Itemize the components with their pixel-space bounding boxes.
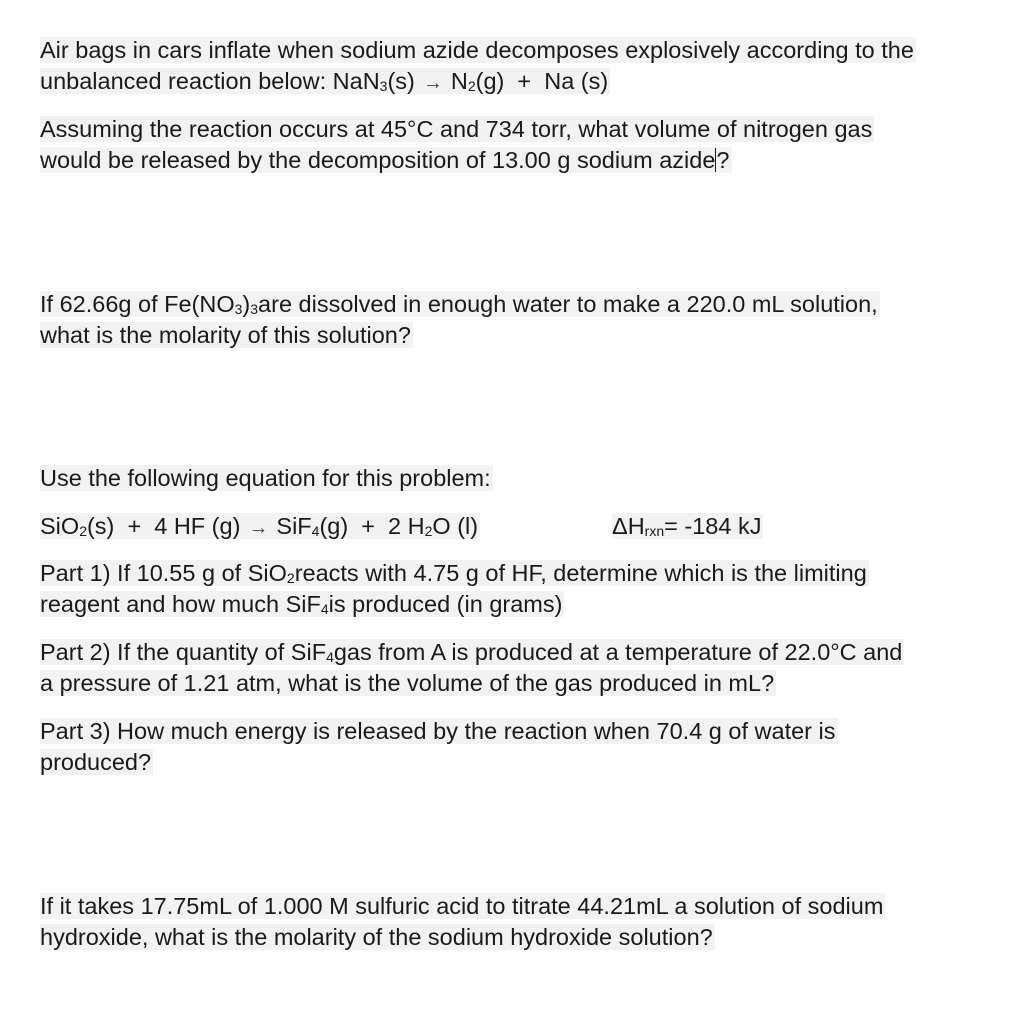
q3-p1-line-1	[40, 558, 1000, 589]
q2-text-1	[40, 291, 880, 317]
q3-equation-line	[40, 511, 1000, 542]
q3-part-3	[40, 716, 1000, 778]
q3-p3-text-2: produced?	[40, 749, 152, 775]
q1-eq-prefix: unbalanced reaction below: NaN	[40, 68, 380, 94]
q3-p3-text-1: Part 3) How much energy is released by the reaction when 70.4 g of water is	[40, 718, 836, 744]
q3-p3-line-2	[40, 747, 1000, 778]
q3-p2-text-2: a pressure of 1.21 atm, what is the volume of the gas produced in mL?	[40, 670, 775, 696]
q1-line-2	[40, 66, 1000, 97]
q3-part-2	[40, 637, 1000, 699]
q2-sub-3b: 3	[250, 301, 259, 317]
q3-p1-text-2	[40, 591, 564, 617]
q1-equation	[40, 68, 610, 94]
q3-p3-line-1	[40, 716, 1000, 747]
q3-p2-post: gas from A is produced at a temperature of 22.0°C and	[333, 639, 903, 665]
q3-p1-line-2	[40, 589, 1000, 620]
q3-p1-l2-post: is produced (in grams)	[328, 591, 563, 617]
q3-eq-sio-sub: 2	[79, 523, 87, 539]
q1-text-3: Assuming the reaction occurs at 45°C and 734 torr, what volume of nitrogen gas	[40, 116, 873, 142]
q3-eq-part2: (g) + 2 H	[319, 513, 425, 539]
q3-p1-l2-sub: 4	[320, 601, 329, 617]
q1-eq-state: (s)	[387, 68, 415, 94]
q3-intro-line	[40, 463, 1000, 494]
q3-eq-part3: O (l)	[432, 513, 479, 539]
q3-eq-sif-sub: 4	[311, 523, 320, 539]
q3-p2-line-1	[40, 637, 1000, 668]
enthalpy-sub-rxn: rxn	[644, 523, 665, 539]
q1-line-4	[40, 145, 1000, 176]
q1-eq-sub-n3: 3	[379, 78, 388, 94]
q2-line-2	[40, 320, 1000, 351]
question-titration	[40, 891, 1000, 953]
q3-eq-sio: SiO	[40, 513, 80, 539]
q3-eq-sif: SiF	[276, 513, 312, 539]
q3-part-1	[40, 558, 1000, 620]
q3-p2-pre: Part 2) If the quantity of SiF	[40, 639, 327, 665]
q1-eq-sub-n2: 2	[467, 78, 476, 94]
q1-text-1: Air bags in cars inflate when sodium azide decomposes explosively according to the	[40, 37, 914, 63]
q3-p2-sub: 4	[326, 649, 334, 665]
q1-line-1	[40, 35, 1000, 66]
q1-text-4-pre: would be released by the decomposition of 13.00 g sodium azide	[40, 147, 716, 173]
q3-p2-text-1	[40, 639, 904, 665]
q2-line-1	[40, 289, 1000, 320]
q3-p1-text-1	[40, 560, 869, 586]
q4-line-2	[40, 922, 1000, 953]
q1-text-4-post: ?	[716, 147, 730, 173]
enthalpy-value	[612, 511, 763, 542]
q1-eq-n: N	[450, 68, 468, 94]
question-sio2-intro	[40, 463, 1000, 494]
q3-eq-part1: (s) + 4 HF (g)	[86, 513, 241, 539]
q3-p1-post: reacts with 4.75 g of HF, determine which is the limiting	[294, 560, 867, 586]
question-air-bags-prompt	[40, 114, 1000, 176]
q4-text-1: If it takes 17.75mL of 1.000 M sulfuric acid to titrate 44.21mL a solution of sodium	[40, 893, 884, 919]
q2-text-1-mid: )	[242, 291, 251, 317]
reaction-arrow: →	[422, 72, 443, 94]
q3-eq-h-sub: 2	[424, 523, 433, 539]
q3-equation	[40, 511, 1000, 542]
q4-text-2: hydroxide, what is the molarity of the sodium hydroxide solution?	[40, 924, 713, 950]
q2-text-1-post: are dissolved in enough water to make a 220.0 mL solution,	[258, 291, 878, 317]
q1-text-4	[40, 147, 732, 173]
question-air-bags	[40, 35, 1000, 97]
enthalpy-amount: = -184 kJ	[664, 513, 762, 539]
q4-line-1	[40, 891, 1000, 922]
reaction-arrow: →	[248, 517, 269, 539]
q3-p1-l2-pre: reagent and how much SiF	[40, 591, 321, 617]
q2-text-2: what is the molarity of this solution?	[40, 322, 411, 348]
q3-p2-line-2	[40, 668, 1000, 699]
q3-intro: Use the following equation for this problem:	[40, 465, 491, 491]
q2-text-1-pre: If 62.66g of Fe(NO	[40, 291, 235, 317]
q3-p1-pre: Part 1) If 10.55 g of SiO	[40, 560, 287, 586]
q1-eq-tail: (g) + Na (s)	[475, 68, 609, 94]
enthalpy-delta-h: ΔH	[612, 513, 645, 539]
question-molarity-iron-nitrate	[40, 289, 1000, 351]
q3-p1-sub: 2	[286, 570, 295, 586]
q3-eq-reaction	[40, 513, 480, 539]
enthalpy-text	[612, 513, 763, 539]
q2-sub-3a: 3	[234, 301, 243, 317]
q1-line-3	[40, 114, 1000, 145]
